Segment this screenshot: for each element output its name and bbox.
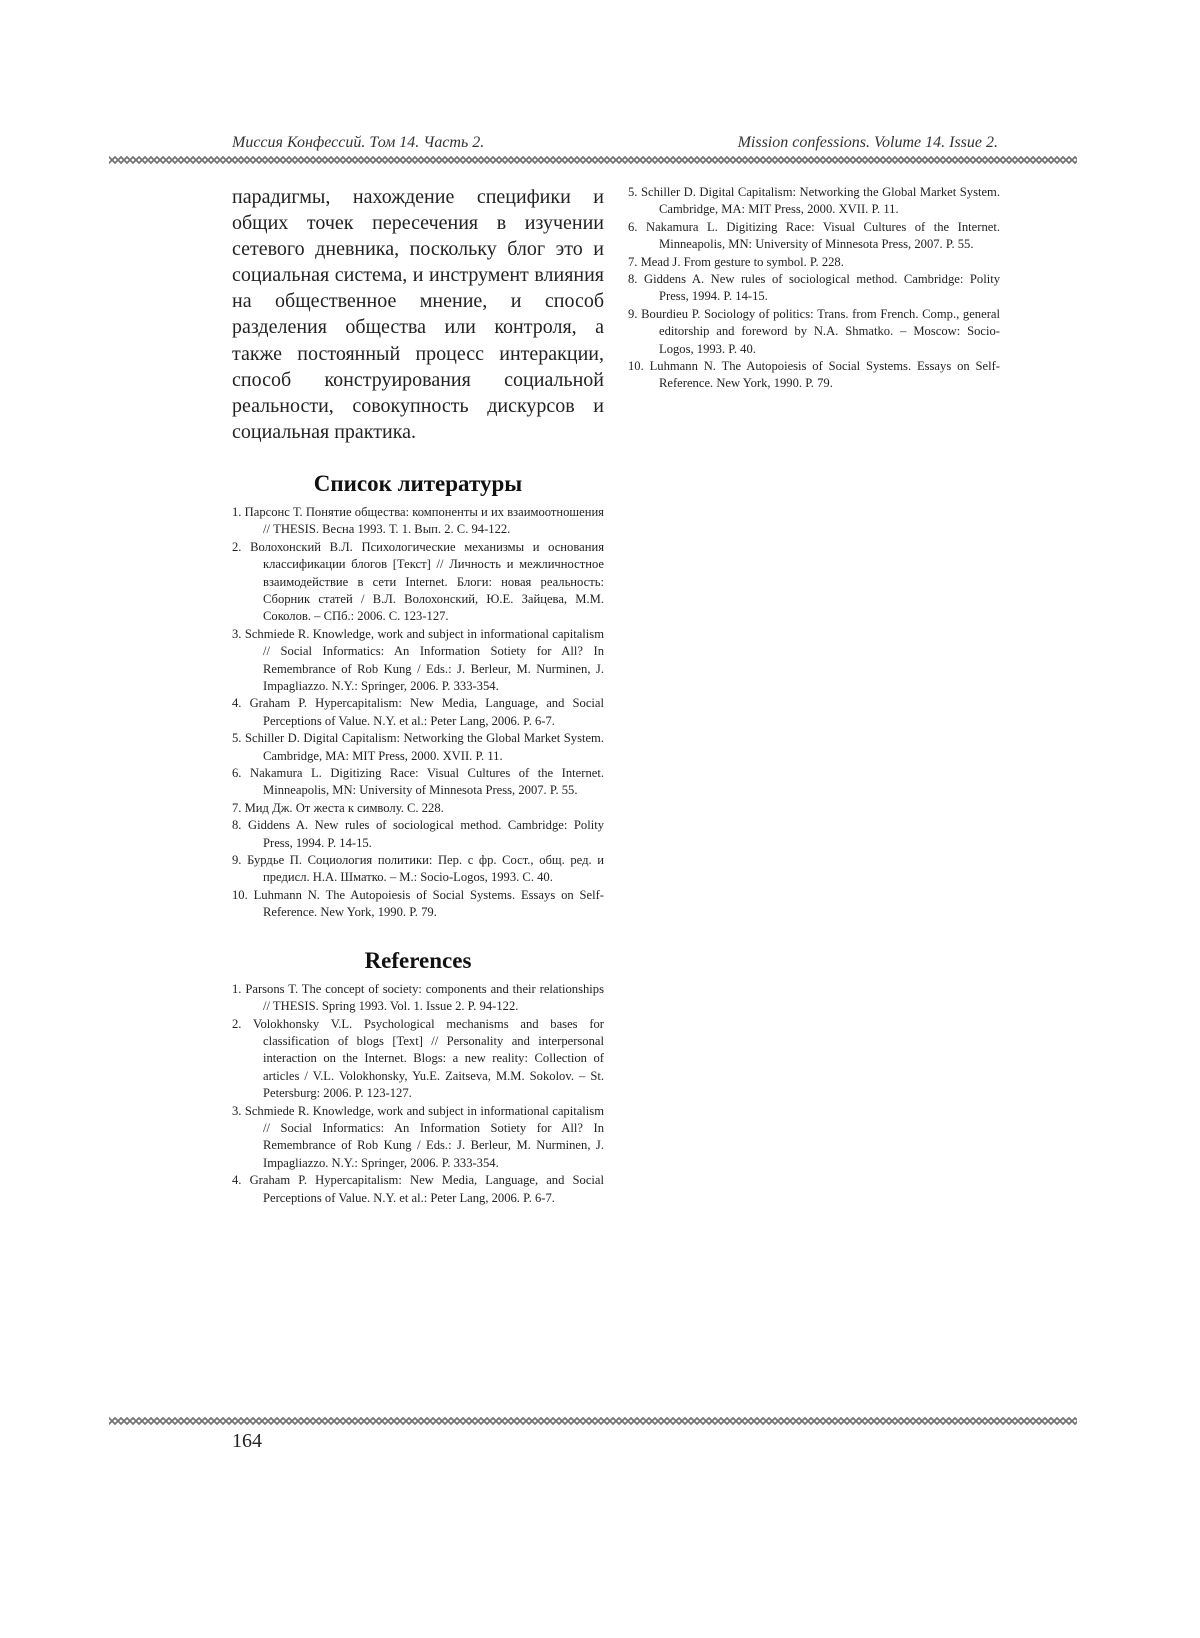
reference-item: 2. Volokhonsky V.L. Psychological mechanisms and bases for classification of blogs [Text] // Personality and interpersonal interaction on the Internet. Blogs: a new reality: Collection of articles / V.L. Volokhonsky, Yu.E. Zaitseva, M.M. Sokolov. – St. Petersburg: 2006. P. 123-127. [232, 1016, 604, 1101]
reference-item: 7. Мид Дж. От жеста к символу. С. 228. [232, 800, 444, 815]
reference-item: 5. Schiller D. Digital Capitalism: Networking the Global Market System. Cambridge, MA: MIT Press, 2000. XVII. P. 11. [232, 731, 604, 763]
reference-item: 3. Schmiede R. Knowledge, work and subject in informational capitalism // Social Informatics: An Information Sotiety for All? In Remembrance of Rob Kung / Eds.: J. Berleur, M. Nurminen, J. Impagliazzo. N.Y.: Springer, 2006. P. 333-354. [232, 1103, 604, 1170]
reference-item: 5. Schiller D. Digital Capitalism: Networking the Global Market System. Cambridge, MA: MIT Press, 2000. XVII. P. 11. [628, 185, 1000, 217]
reference-item: 4. Graham P. Hypercapitalism: New Media, Language, and Social Perceptions of Value. N.Y. et al.: Peter Lang, 2006. P. 6-7. [232, 696, 604, 728]
reference-item: 2. Волохонский В.Л. Психологические механизмы и основания классификации блогов [Текст] // Личность и межличностное взаимодействие в сети Internet. Блоги: новая реальность: Сборник статей / В.Л. Волохонский, Ю.Е. Зайцева, М.М. Соколов. – СПб.: 2006. С. 123-127. [232, 539, 604, 624]
right-column [628, 184, 1000, 393]
left-column [232, 184, 604, 1207]
reference-item: 7. Mead J. From gesture to symbol. P. 228. [628, 254, 844, 269]
reference-item: 9. Bourdieu P. Sociology of politics: Trans. from French. Comp., general editorship and foreword by N.A. Shmatko. – Moscow: Socio-Logos, 1993. P. 40. [628, 306, 1000, 356]
reference-item: 10. Luhmann N. The Autopoiesis of Social Systems. Essays on Self-Reference. New York, 1990. P. 79. [232, 887, 604, 920]
footer-ornament-border [109, 1417, 1077, 1425]
body-paragraph: парадигмы, нахождение специфики и общих точек пересечения в изучении сетевого дневника, поскольку блог это и социальная система, и инструмент влияния на общественное мнение, и способ разделения общества или контроля, а также постоянный процесс интеракции, способ конструирования социальной реальности, совокупность дискурсов и социальная практика. [232, 186, 604, 443]
en-references-list-continued [628, 184, 1000, 393]
reference-item: 3. Schmiede R. Knowledge, work and subject in informational capitalism // Social Informatics: An Information Sotiety for All? In Remembrance of Rob Kung / Eds.: J. Berleur, M. Nurminen, J. Impagliazzo. N.Y.: Springer, 2006. P. 333-354. [232, 626, 604, 693]
reference-item: 6. Nakamura L. Digitizing Race: Visual Cultures of the Internet. Minneapolis, MN: University of Minnesota Press, 2007. P. 55. [232, 766, 604, 798]
en-references-list [232, 981, 604, 1207]
reference-item: 6. Nakamura L. Digitizing Race: Visual Cultures of the Internet. Minneapolis, MN: University of Minnesota Press, 2007. P. 55. [628, 219, 1000, 252]
running-header-right: Mission confessions. Volume 14. Issue 2. [737, 134, 998, 151]
reference-item: 10. Luhmann N. The Autopoiesis of Social Systems. Essays on Self-Reference. New York, 1990. P. 79. [628, 359, 1000, 391]
ru-references-list [232, 504, 604, 922]
reference-item: 9. Бурдье П. Социология политики: Пер. с фр. Сост., общ. ред. и предисл. Н.А. Шматко. – М.: Socio-Logos, 1993. С. 40. [232, 853, 604, 885]
ru-references-heading: Список литературы [313, 470, 523, 496]
reference-item: 4. Graham P. Hypercapitalism: New Media, Language, and Social Perceptions of Value. N.Y. et al.: Peter Lang, 2006. P. 6-7. [232, 1173, 604, 1205]
header-ornament-border [109, 156, 1077, 164]
page-number: 164 [232, 1430, 262, 1452]
reference-item: 8. Giddens A. New rules of sociological method. Cambridge: Polity Press, 1994. P. 14-15. [628, 272, 1001, 304]
reference-item: 1. Парсонс Т. Понятие общества: компоненты и их взаимоотношения // THESIS. Весна 1993. Т. 1. Вып. 2. С. 94-122. [232, 504, 604, 537]
reference-item: 8. Giddens A. New rules of sociological method. Cambridge: Polity Press, 1994. P. 14-15. [232, 818, 605, 850]
running-header-left: Миссия Конфессий. Том 14. Часть 2. [232, 134, 485, 151]
en-references-heading: References [364, 947, 472, 973]
reference-item: 1. Parsons T. The concept of society: components and their relationships // THESIS. Spring 1993. Vol. 1. Issue 2. P. 94-122. [232, 981, 604, 1014]
